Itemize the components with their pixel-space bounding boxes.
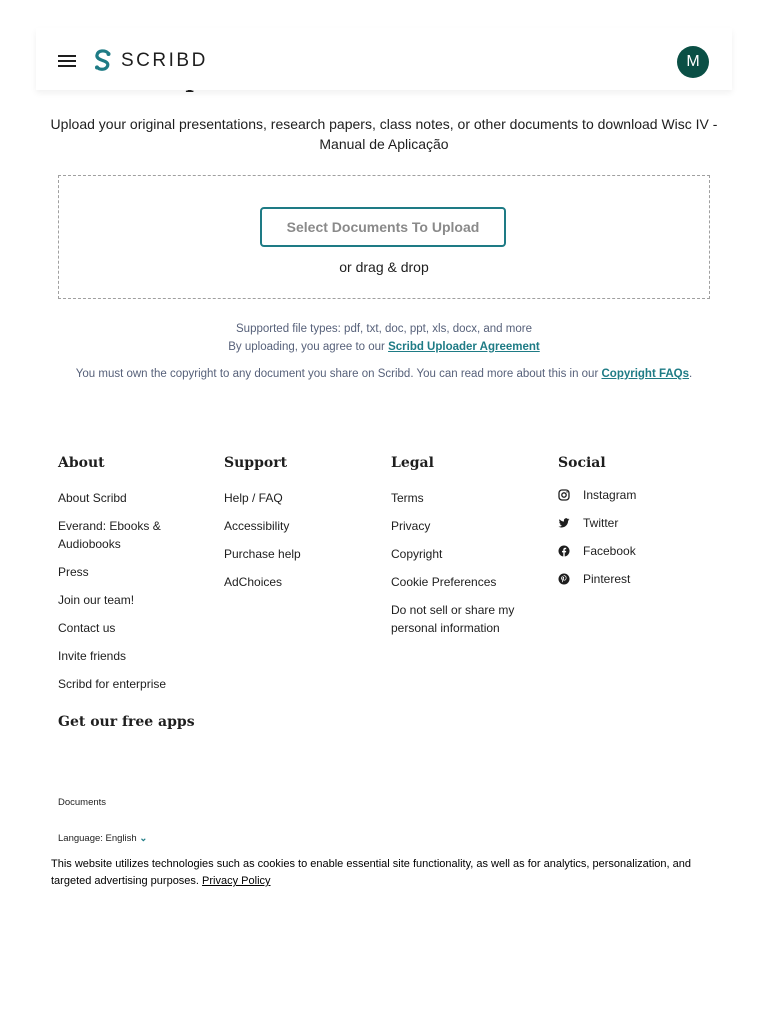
footer-link-privacy[interactable]: Privacy	[391, 519, 431, 533]
social-link-instagram[interactable]	[558, 487, 718, 503]
twitter-icon	[558, 517, 570, 529]
facebook-icon	[558, 545, 570, 557]
footer-link-press[interactable]: Press	[58, 565, 89, 579]
footer-link-invite[interactable]: Invite friends	[58, 649, 127, 663]
footer-link-cookie-preferences[interactable]: Cookie Preferences	[391, 575, 497, 589]
footer-support-column	[224, 455, 384, 601]
social-label-pinterest: Pinterest	[583, 572, 631, 586]
social-label-facebook: Facebook	[583, 544, 636, 558]
copyright-suffix: .	[689, 368, 693, 380]
user-avatar[interactable]: M	[677, 46, 709, 78]
cookie-text-block	[51, 856, 731, 890]
about-heading: About	[58, 455, 105, 471]
footer-social-column	[558, 455, 718, 599]
drag-drop-text: or drag & drop	[339, 259, 429, 275]
footer-link-accessibility[interactable]: Accessibility	[224, 519, 290, 533]
footer-link-about-scribd[interactable]: About Scribd	[58, 491, 127, 505]
privacy-policy-link[interactable]: Privacy Policy	[202, 875, 271, 887]
footer-link-terms[interactable]: Terms	[391, 491, 424, 505]
footer-link-purchase-help[interactable]: Purchase help	[224, 547, 301, 561]
footer-link-help[interactable]: Help / FAQ	[224, 491, 283, 505]
social-label-instagram: Instagram	[583, 488, 637, 502]
footer-link-adchoices[interactable]: AdChoices	[224, 575, 283, 589]
upload-dropzone[interactable]	[58, 175, 710, 299]
free-apps-heading: Get our free apps	[58, 714, 195, 730]
cookie-text: This website utilizes technologies such as cookies to enable essential site functionality, as well as for analytics, personalization, and targeted advertising purposes.	[51, 858, 691, 887]
chevron-down-icon: ⌄	[139, 833, 148, 844]
upload-description: Upload your original presentations, research papers, class notes, or other documents to download Wisc IV - Manual de Aplicação	[50, 116, 718, 152]
scribd-logo-icon	[93, 49, 113, 73]
social-label-twitter: Twitter	[583, 516, 619, 530]
language-selector[interactable]	[58, 833, 147, 844]
language-label: Language: English	[58, 833, 137, 844]
select-documents-button[interactable]: Select Documents To Upload	[260, 207, 506, 247]
instagram-icon	[558, 489, 570, 501]
footer-legal-column	[391, 455, 551, 647]
agreement-prefix: By uploading, you agree to our	[228, 341, 389, 353]
cookie-banner	[0, 846, 768, 1024]
logo-text: SCRIBD	[121, 50, 208, 71]
documents-label: Documents	[58, 797, 107, 808]
footer-link-join-team[interactable]: Join our team!	[58, 593, 135, 607]
footer-link-copyright[interactable]: Copyright	[391, 547, 443, 561]
pinterest-icon	[558, 573, 570, 585]
footer-link-do-not-sell[interactable]: Do not sell or share my personal information	[391, 603, 515, 635]
social-heading: Social	[558, 455, 606, 471]
legal-heading: Legal	[391, 455, 434, 471]
footer-link-contact[interactable]: Contact us	[58, 621, 116, 635]
site-header	[36, 28, 732, 90]
footer-link-everand[interactable]: Everand: Ebooks & Audiobooks	[58, 519, 161, 551]
hamburger-menu-icon[interactable]	[58, 55, 78, 69]
copyright-text: You must own the copyright to any document you share on Scribd. You can read more about this in our	[75, 368, 602, 380]
scribd-logo[interactable]	[93, 48, 208, 74]
social-link-twitter[interactable]	[558, 515, 718, 531]
footer-link-enterprise[interactable]: Scribd for enterprise	[58, 677, 167, 691]
social-link-facebook[interactable]	[558, 543, 718, 559]
social-link-pinterest[interactable]	[558, 571, 718, 587]
agreement-line	[0, 338, 768, 356]
footer-about-column	[58, 455, 218, 703]
support-heading: Support	[224, 455, 288, 471]
file-types-info	[0, 320, 768, 356]
uploader-agreement-link[interactable]: Scribd Uploader Agreement	[388, 341, 540, 353]
copyright-faqs-link[interactable]: Copyright FAQs	[601, 368, 690, 380]
copyright-note	[0, 368, 768, 380]
supported-types-text: Supported file types: pdf, txt, doc, ppt, xls, docx, and more	[236, 323, 532, 335]
